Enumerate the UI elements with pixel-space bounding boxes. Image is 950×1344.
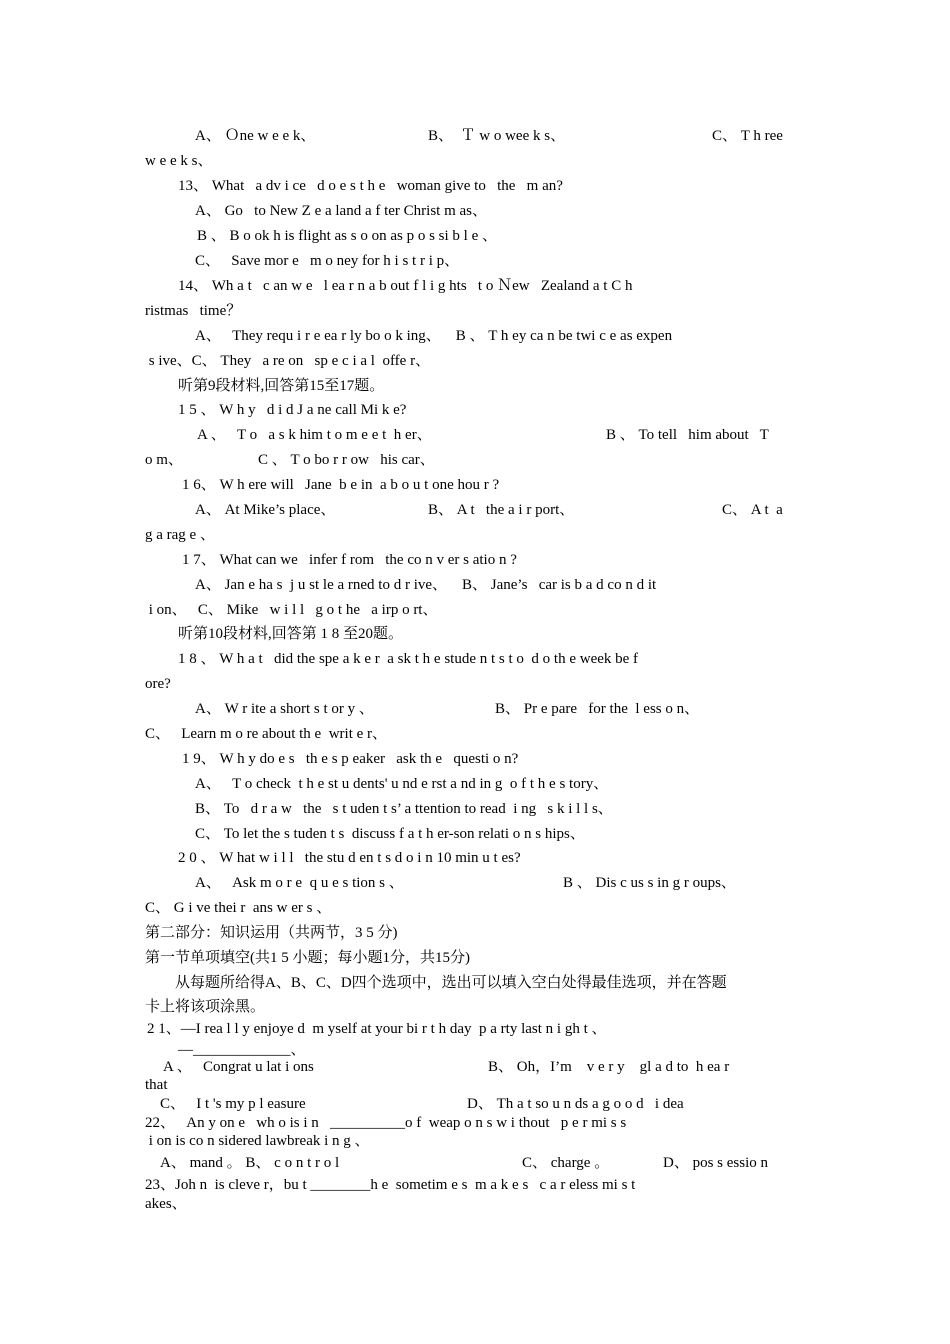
text-line: B、 To d r a w the s t uden t s’ a ttention to read i ng s k i l l s、 (195, 801, 613, 817)
text-line: C 、 T o bo r r ow his car、 (258, 452, 435, 468)
text-line: 2 1、—I rea l l y enjoye d m yself at your bi r t h day p a rty last n i gh t 、 (147, 1021, 607, 1037)
text-line: ore? (145, 676, 171, 692)
text-line: that (145, 1077, 168, 1093)
text-line: g a rag e 、 (145, 527, 215, 543)
text-line: akes、 (145, 1196, 187, 1212)
text-line: A、 They requ i r e ea r ly bo o k ing、 B 、 T h ey ca n be twi c e as expen (195, 328, 673, 344)
text-line: A、 Ｏne w e e k、 (195, 128, 316, 144)
text-line: A、 T o check t h e st u dents' u nd e rst a nd in g o f t h e s tory、 (195, 776, 609, 792)
text-line: 1 8 、 W h a t did the spe a k e r a sk t h e stude n t s t o d o th e week be f (178, 651, 639, 667)
text-line: 14、 Wh a t c an w e l ea r n a b out f l i g hts t o Ｎew Zealand a t C h (178, 278, 633, 294)
text-line: 13、 What a dv i ce d o e s t h e woman give to the m an? (178, 178, 563, 194)
text-line: 第二部分：知识运用（共两节，3 5 分) (145, 925, 398, 941)
text-line: 2 0 、 W hat w i l l the stu d en t s d o i n 10 min u t es? (178, 850, 521, 866)
text-line: C、 Learn m o re about th e writ e r、 (145, 726, 388, 742)
text-line: A、 Jan e ha s j u st le a rned to d r ive、 B、 Jane’s car is b a d co n d it (195, 577, 657, 593)
text-line: C、 G i ve thei r ans w er s 、 (145, 900, 332, 916)
text-line: A、 Go to New Z e a land a f ter Christ m as、 (195, 203, 488, 219)
text-line: 1 7、 What can we infer f rom the co n v er s atio n ? (182, 552, 517, 568)
text-line: B 、 Dis c us s in g r oups、 (563, 875, 736, 891)
text-line: C、 T h ree (712, 128, 783, 144)
text-line: s ive、C、 They a re on sp e c i a l offe r、 (145, 353, 431, 369)
text-line: 22、 An y on e wh o is i n __________o f weap o n s w i thout p e r mi s s (145, 1115, 627, 1131)
text-line: 1 9、 W h y do e s th e s p eaker ask th e questi o n? (182, 751, 519, 767)
text-line: B、 A t the a i r port、 (428, 502, 575, 518)
text-line: C、 Save mor e m o ney for h i s t r i p、 (195, 253, 460, 269)
text-line: A、 W r ite a short s t or y 、 (195, 701, 374, 717)
text-line: A、 mand 。 B、 c o n t r o l (160, 1155, 340, 1171)
text-line: B、 Oh，I’m v e r y gl a d to h ea r (488, 1059, 730, 1075)
text-line: B、 Ｔ w o wee k s、 (428, 128, 566, 144)
text-line: C、 A t a (722, 502, 783, 518)
text-line: 听第10段材料,回答第 1 8 至20题。 (178, 626, 404, 642)
text-line: A 、 T o a s k him t o m e e t h er、 (197, 427, 432, 443)
text-line: 第一节单项填空(共1 5 小题；每小题1分，共15分) (145, 950, 470, 966)
text-line: 从每题所给得A、B、C、D四个选项中，选出可以填入空白处得最佳选项，并在答题 (175, 975, 727, 991)
text-line: 听第9段材料,回答第15至17题。 (178, 378, 385, 394)
text-line: B 、 To tell him about T (606, 427, 769, 443)
text-line: —_____________、 (178, 1042, 306, 1058)
text-line: 1 5 、 W h y d i d J a ne call Mi k e? (178, 402, 407, 418)
text-line: C、 I t 's my p l easure (160, 1096, 306, 1112)
text-line: i on is co n sidered lawbreak i n g 、 (145, 1133, 370, 1149)
text-line: C、 To let the s tuden t s discuss f a t h er-son relati o n s hips、 (195, 826, 585, 842)
text-line: ristmas time？ (145, 303, 242, 319)
text-line: i on、 C、 Mike w i l l g o t he a irp o rt、 (145, 602, 438, 618)
text-line: B 、 B o ok h is flight as s o on as p o s si b l e 、 (197, 228, 498, 244)
text-line: o m、 (145, 452, 183, 468)
text-line: 23、Joh n is cleve r，bu t ________h e sometim e s m a k e s c a r eless mi s t (145, 1177, 636, 1193)
text-line: 卡上将该项涂黑。 (145, 999, 266, 1015)
text-line: A 、 Congrat u lat i ons (163, 1059, 314, 1075)
text-line: w e e k s、 (145, 153, 213, 169)
text-line: A、 Ask m o r e q u e s tion s 、 (195, 875, 404, 891)
text-line: B、 Pr e pare for the l ess o n、 (495, 701, 700, 717)
text-line: D、 pos s essio n (663, 1155, 769, 1171)
text-line: D、 Th a t so u n ds a g o o d i dea (467, 1096, 684, 1112)
text-line: A、 At Mike’s place、 (195, 502, 336, 518)
text-line: 1 6、 W h ere will Jane b e in a b o u t one hou r ? (182, 477, 500, 493)
text-line: C、 charge 。 (522, 1155, 610, 1171)
